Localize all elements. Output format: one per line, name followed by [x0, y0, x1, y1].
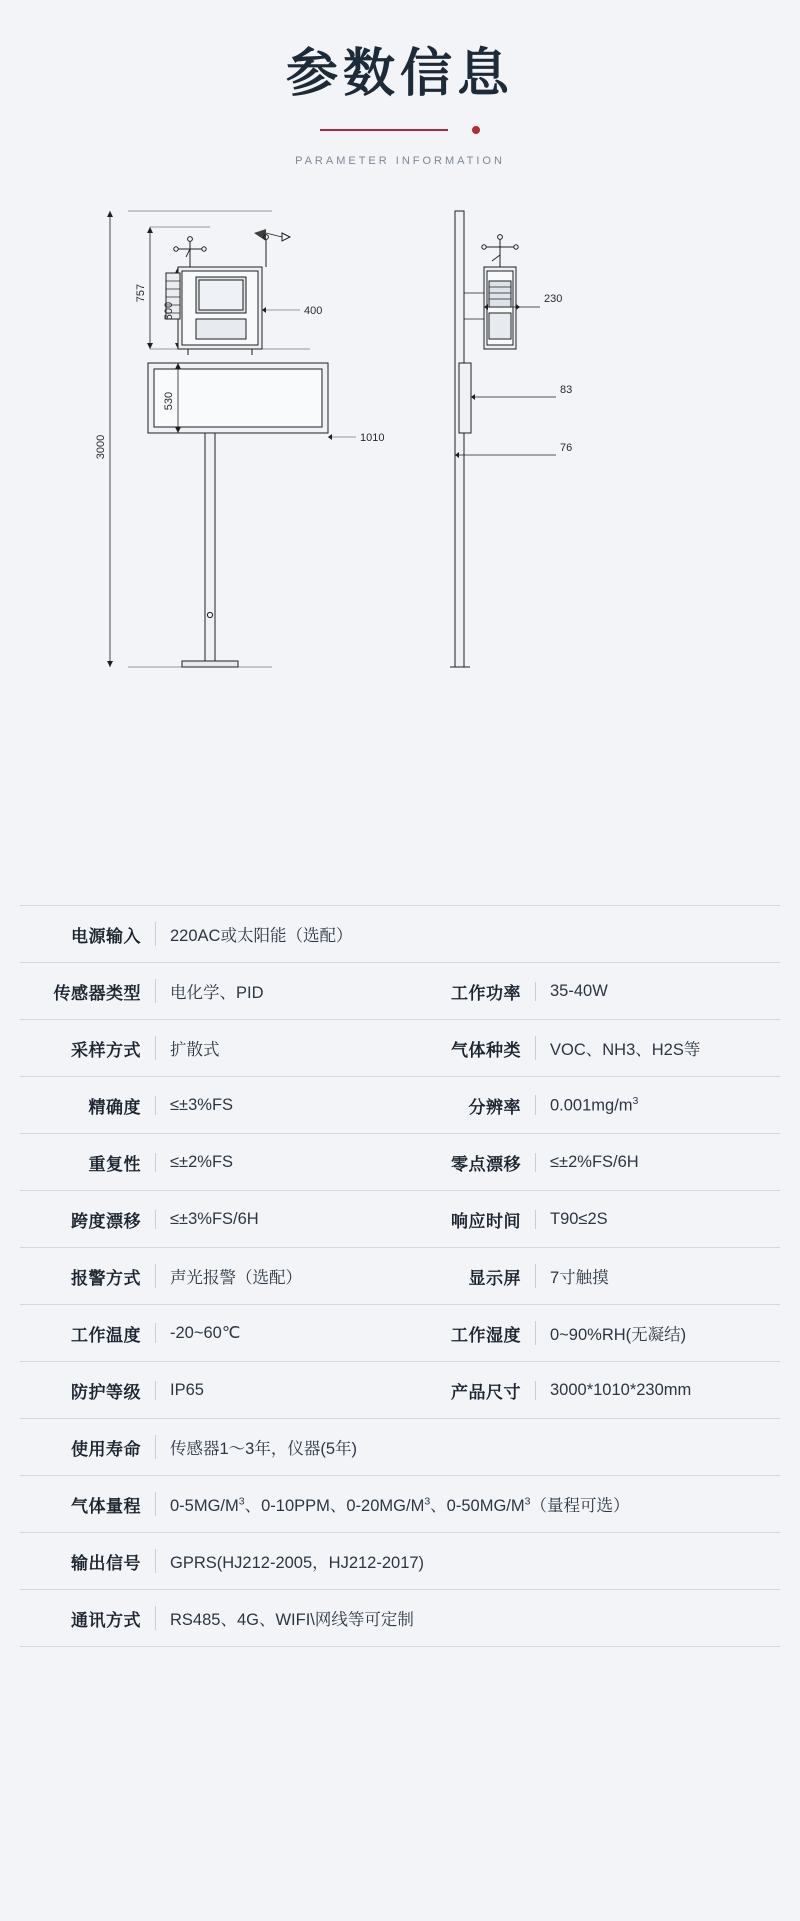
- spec-value: ≤±2%FS: [155, 1153, 400, 1172]
- spec-item: [20, 1077, 400, 1133]
- spec-value: 3000*1010*230mm: [535, 1381, 780, 1400]
- spec-item: [400, 1248, 780, 1304]
- spec-value: 扩散式: [155, 1036, 400, 1060]
- spec-item: [20, 1020, 400, 1076]
- dim-instrument-height: 500: [163, 302, 175, 321]
- spec-label: 工作湿度: [451, 1325, 521, 1345]
- spec-value: 传感器1～3年，仪器(5年): [155, 1435, 780, 1459]
- spec-value: ≤±3%FS: [155, 1096, 400, 1115]
- spec-item: [20, 1248, 400, 1304]
- title-divider: [320, 125, 480, 135]
- spec-item: [400, 1134, 780, 1190]
- spec-label: 使用寿命: [71, 1439, 141, 1459]
- table-row: [20, 1362, 780, 1419]
- spec-value: IP65: [155, 1381, 400, 1400]
- spec-value-exponent: 3: [632, 1094, 639, 1107]
- spec-item: [400, 1191, 780, 1247]
- spec-label: 通讯方式: [71, 1610, 141, 1630]
- spec-label: 响应时间: [451, 1211, 521, 1231]
- spec-label: 显示屏: [468, 1268, 521, 1288]
- dim-upper-box-height: 757: [135, 284, 147, 303]
- spec-item: [400, 1077, 780, 1133]
- spec-value-gas-range: $0-5MG/M^3$、0-10PPM、$0-20MG/M^3$、$0-50MG/M^3$（量程可选）: [155, 1492, 780, 1516]
- gas-range-text: 0-5MG/M: [170, 1497, 239, 1515]
- spec-item: [20, 1533, 780, 1589]
- spec-item: [20, 1362, 400, 1418]
- spec-label: 气体种类: [451, 1040, 521, 1060]
- spec-value: ≤±2%FS/6H: [535, 1153, 780, 1172]
- spec-item: [400, 1020, 780, 1076]
- table-row: [20, 1077, 780, 1134]
- spec-value: 7寸触摸: [535, 1264, 780, 1288]
- spec-value: RS485、4G、WIFI\网线等可定制: [155, 1606, 780, 1630]
- spec-value: 0~90%RH(无凝结): [535, 1321, 780, 1345]
- table-row: [20, 1419, 780, 1476]
- spec-value: VOC、NH3、H2S等: [535, 1036, 780, 1060]
- divider-dot: [472, 126, 480, 134]
- dim-instrument-depth: 230: [544, 293, 563, 306]
- specifications-table: [20, 905, 780, 1647]
- spec-item: [20, 1590, 780, 1646]
- spec-item: [20, 963, 400, 1019]
- spec-value: GPRS(HJ212-2005，HJ212-2017): [155, 1549, 780, 1573]
- spec-item: [20, 1419, 780, 1475]
- spec-label: 精确度: [88, 1097, 141, 1117]
- spec-value-base: 0.001mg/m: [550, 1096, 633, 1115]
- spec-label: 输出信号: [71, 1553, 141, 1573]
- spec-value: T90≤2S: [535, 1210, 780, 1229]
- spec-label: 电源输入: [71, 926, 141, 946]
- spec-value: 声光报警（选配）: [155, 1264, 400, 1288]
- table-row: [20, 1248, 780, 1305]
- spec-label: 分辨率: [468, 1097, 521, 1117]
- spec-item: [400, 963, 780, 1019]
- dim-pole-depth: 76: [560, 442, 573, 455]
- spec-item: [400, 1362, 780, 1418]
- spec-item: [20, 1476, 780, 1532]
- spec-label: 零点漂移: [451, 1154, 521, 1174]
- page-title: 参数信息: [285, 45, 514, 103]
- page-bottom-spacer: [0, 1880, 800, 1921]
- dim-screen-width: 1010: [360, 432, 385, 445]
- dim-screen-depth: 83: [560, 384, 573, 397]
- table-row: [20, 1020, 780, 1077]
- spec-value: 35-40W: [535, 982, 780, 1001]
- table-row: [20, 1533, 780, 1590]
- table-row: [20, 906, 780, 963]
- table-row: [20, 1134, 780, 1191]
- spec-label: 报警方式: [71, 1268, 141, 1288]
- spec-label: 跨度漂移: [71, 1211, 141, 1231]
- spec-item: [20, 1305, 400, 1361]
- spec-label: 气体量程: [71, 1496, 141, 1516]
- table-row: [20, 1305, 780, 1362]
- divider-line: [320, 129, 448, 131]
- page-header: [0, 0, 800, 167]
- spec-item: [20, 906, 780, 962]
- table-row: [20, 1590, 780, 1647]
- spec-value: ≤±3%FS/6H: [155, 1210, 400, 1229]
- table-row: [20, 963, 780, 1020]
- page-subtitle: PARAMETER INFORMATION: [295, 155, 505, 168]
- spec-label: 产品尺寸: [451, 1382, 521, 1402]
- spec-value-resolution: [535, 1095, 780, 1116]
- spec-label: 传感器类型: [53, 983, 141, 1003]
- dim-instrument-width: 400: [304, 305, 323, 318]
- spec-item: [20, 1191, 400, 1247]
- spec-item: [400, 1305, 780, 1361]
- spec-item: [20, 1134, 400, 1190]
- spec-value: 电化学、PID: [155, 979, 400, 1003]
- spec-label: 工作功率: [451, 983, 521, 1003]
- spec-label: 防护等级: [71, 1382, 141, 1402]
- table-row: [20, 1191, 780, 1248]
- product-dimension-drawing: [0, 197, 800, 697]
- drawing-svg: [0, 197, 800, 697]
- dim-total-height: 3000: [95, 434, 107, 460]
- table-row: [20, 1476, 780, 1533]
- spec-value: -20~60℃: [155, 1323, 400, 1343]
- spec-label: 重复性: [88, 1154, 141, 1174]
- dim-screen-height: 530: [163, 392, 175, 411]
- spec-value: 220AC或太阳能（选配）: [155, 922, 780, 946]
- spec-label: 采样方式: [71, 1040, 141, 1060]
- spec-label: 工作温度: [71, 1325, 141, 1345]
